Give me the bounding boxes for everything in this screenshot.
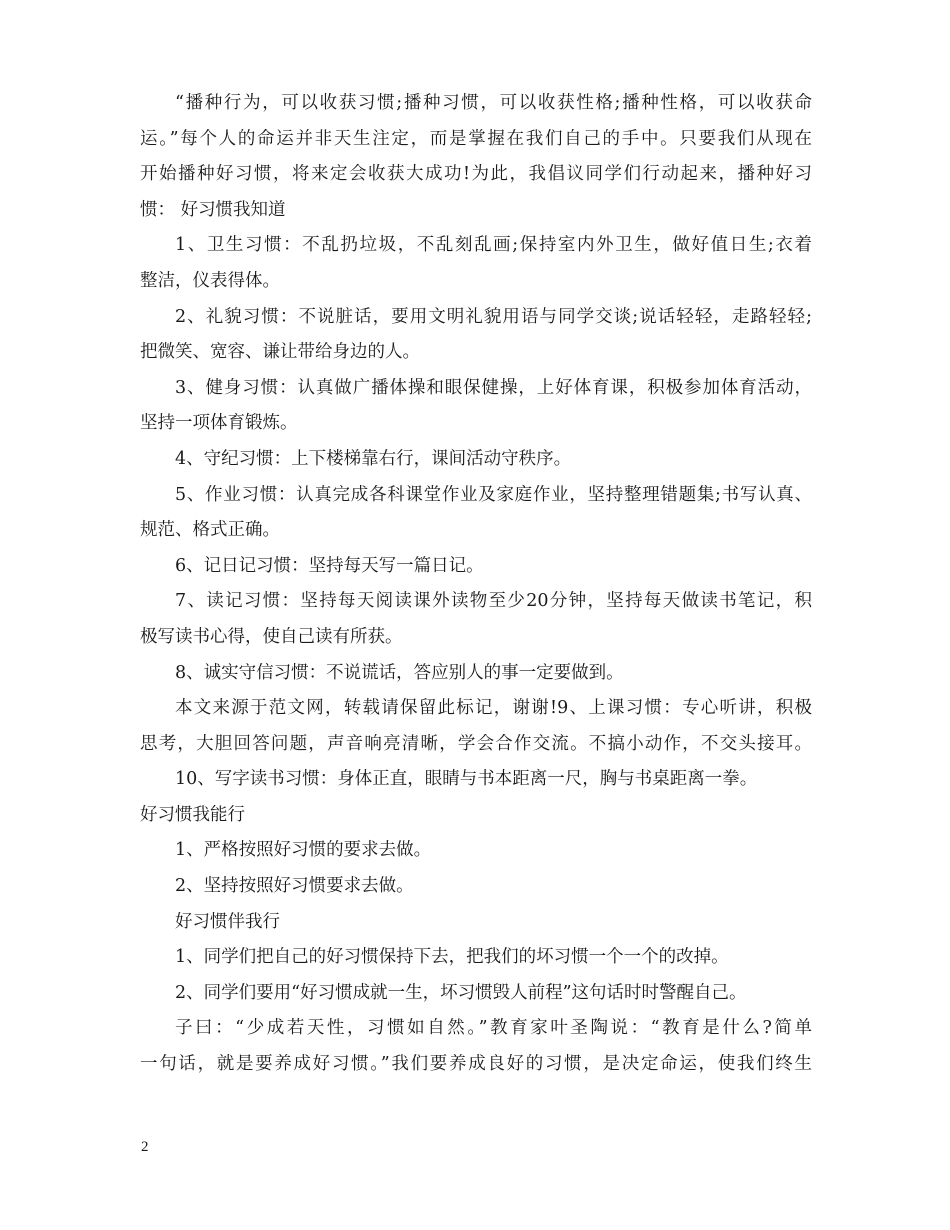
text-line: 极写读书心得，使自己读有所获。 bbox=[140, 626, 403, 647]
text-line: 7、读记习惯：坚持每天阅读课外读物至少20分钟，坚持每天做读书笔记，积 bbox=[175, 591, 812, 612]
text-line: 1、卫生习惯：不乱扔垃圾，不乱刻乱画;保持室内外卫生，做好值日生;衣着 bbox=[175, 235, 812, 256]
text-line: 坚持一项体育锻炼。 bbox=[140, 413, 298, 434]
text-line: 4、守纪习惯：上下楼梯靠右行，课间活动守秩序。 bbox=[175, 448, 572, 469]
section-heading: 好习惯我能行 bbox=[140, 804, 245, 825]
text-line: 子曰：“少成若天性，习惯如自然。”教育家叶圣陶说：“教育是什么?简单 bbox=[175, 1018, 812, 1039]
text-line: 10、写字读书习惯：身体正直，眼睛与书本距离一尺，胸与书桌距离一拳。 bbox=[175, 769, 758, 790]
page-number: 2 bbox=[141, 1139, 149, 1155]
text-line: 8、诚实守信习惯：不说谎话，答应别人的事一定要做到。 bbox=[175, 662, 624, 683]
text-line: 5、作业习惯：认真完成各科课堂作业及家庭作业，坚持整理错题集;书写认真、 bbox=[175, 484, 812, 505]
section-heading: 好习惯伴我行 bbox=[175, 911, 280, 932]
text-line: 6、记日记习惯：坚持每天写一篇日记。 bbox=[175, 555, 484, 576]
text-line: 规范、格式正确。 bbox=[140, 520, 280, 541]
text-line: 1、同学们把自己的好习惯保持下去，把我们的坏习惯一个一个的改掉。 bbox=[175, 947, 729, 968]
text-line: 运。”每个人的命运并非天生注定，而是掌握在我们自己的手中。只要我们从现在 bbox=[140, 128, 812, 149]
document-body bbox=[140, 86, 812, 1083]
text-line: 整洁，仪表得体。 bbox=[140, 270, 280, 291]
text-line: 一句话，就是要养成好习惯。”我们要养成良好的习惯，是决定命运，使我们终生 bbox=[140, 1054, 812, 1075]
text-line: 把微笑、宽容、谦让带给身边的人。 bbox=[140, 342, 420, 363]
text-line: 3、健身习惯：认真做广播体操和眼保健操，上好体育课，积极参加体育活动， bbox=[175, 377, 812, 398]
text-line: 惯： 好习惯我知道 bbox=[140, 199, 286, 220]
text-line: 开始播种好习惯，将来定会收获大成功!为此，我倡议同学们行动起来，播种好习 bbox=[140, 164, 812, 185]
text-line: “播种行为，可以收获习惯;播种习惯，可以收获性格;播种性格，可以收获命 bbox=[175, 93, 812, 113]
text-line: 本文来源于范文网，转载请保留此标记，谢谢!9、上课习惯：专心听讲，积极 bbox=[175, 698, 812, 719]
text-line: 2、坚持按照好习惯要求去做。 bbox=[175, 876, 414, 897]
text-line: 思考，大胆回答问题，声音响亮清晰，学会合作交流。不搞小动作，不交头接耳。 bbox=[140, 733, 812, 754]
text-line: 1、严格按照好习惯的要求去做。 bbox=[175, 840, 432, 861]
text-line: 2、同学们要用“好习惯成就一生，坏习惯毁人前程”这句话时时警醒自己。 bbox=[175, 982, 747, 1003]
text-line: 2、礼貌习惯：不说脏话，要用文明礼貌用语与同学交谈;说话轻轻，走路轻轻; bbox=[175, 306, 812, 327]
